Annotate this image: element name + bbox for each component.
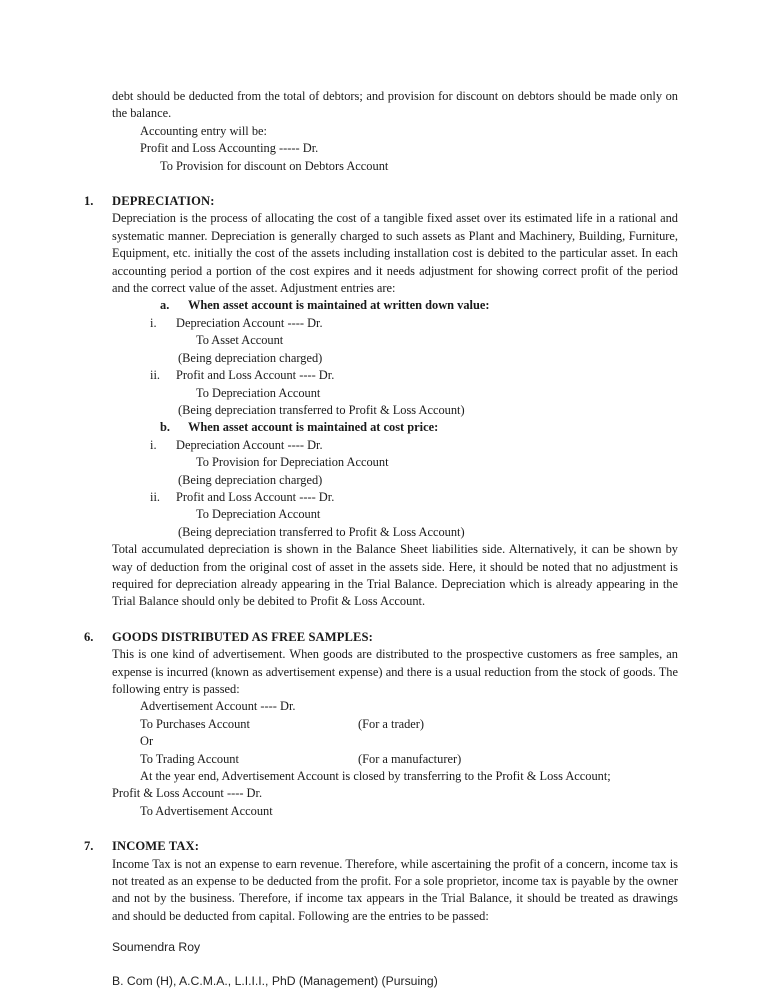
entry-numeral: ii. bbox=[150, 489, 160, 504]
entry-row bbox=[112, 367, 678, 384]
depreciation-closing-paragraph: Total accumulated depreciation is shown in the Balance Sheet liabilities side. Alternatively, it can be shown by way of deduction from the original cost of asset in the assets side. Here, it should be noted that no adjustment is required for depreciation already appearing in the Trial Balance. Depreciation which is already appearing in the Trial Balance should only be debited to Profit & Loss Account. bbox=[112, 542, 678, 609]
section-number: 6. bbox=[84, 629, 94, 644]
subsection-heading-b bbox=[112, 419, 678, 436]
section-number: 1. bbox=[84, 194, 94, 209]
depreciation-body-block bbox=[112, 210, 678, 610]
intro-block bbox=[112, 88, 678, 175]
entry-debit-line: Depreciation Account ---- Dr. bbox=[176, 315, 323, 330]
entry-credit-line: To Asset Account bbox=[196, 333, 284, 348]
entry-row bbox=[112, 489, 678, 506]
entry-debit-line: Profit and Loss Account ---- Dr. bbox=[176, 368, 335, 383]
free-samples-note-manufacturer: (For a manufacturer) bbox=[358, 751, 462, 766]
entry-row bbox=[112, 437, 678, 454]
subsection-title: When asset account is maintained at cost price: bbox=[188, 420, 439, 435]
section-title: DEPRECIATION: bbox=[112, 194, 215, 209]
spacer bbox=[84, 820, 678, 838]
free-samples-credit-manufacturer: To Trading Account bbox=[140, 751, 239, 766]
entry-debit-line: Profit and Loss Account ---- Dr. bbox=[176, 489, 335, 504]
entry-credit-line: To Provision for Depreciation Account bbox=[196, 455, 389, 470]
income-tax-body-block bbox=[112, 856, 678, 926]
section-title: GOODS DISTRIBUTED AS FREE SAMPLES: bbox=[112, 629, 373, 644]
free-samples-manufacturer-row bbox=[112, 751, 678, 768]
intro-entry-credit: To Provision for discount on Debtors Account bbox=[160, 158, 389, 173]
intro-entry-lead: Accounting entry will be: bbox=[140, 123, 267, 138]
subsection-letter: a. bbox=[160, 298, 170, 313]
entry-numeral: i. bbox=[150, 315, 157, 330]
entry-numeral: i. bbox=[150, 437, 157, 452]
depreciation-paragraph: Depreciation is the process of allocating the cost of a tangible fixed asset over its estimated life in a rational and systematic manner. Depreciation is generally charged to such assets as Plant and Machinery, Building, Furniture, Equipment, etc. initially the cost of the assets including installation cost is debited to the particular asset. In each accounting period a portion of the cost expires and it needs adjustment for showing correct profit of the period and the correct value of the asset. Adjustment entries are: bbox=[112, 211, 678, 296]
free-samples-note-trader: (For a trader) bbox=[358, 716, 425, 731]
entry-credit-line: To Depreciation Account bbox=[196, 507, 321, 522]
subsection-letter: b. bbox=[160, 420, 170, 435]
entry-note-line: (Being depreciation transferred to Profit & Loss Account) bbox=[178, 524, 465, 539]
spacer bbox=[84, 175, 678, 193]
income-tax-paragraph: Income Tax is not an expense to earn revenue. Therefore, while ascertaining the profit of a concern, income tax is not treated as an expense to be deducted from the profit. For a sole proprietor, income tax is payable by the owner and not by the business. Therefore, if income tax appears in the Trial Balance, it should be treated as drawings and should be deducted from capital. Following are the entries to be passed: bbox=[112, 856, 678, 923]
entry-numeral: ii. bbox=[150, 368, 160, 383]
entry-note-line: (Being depreciation charged) bbox=[178, 350, 323, 365]
subsection-heading-a bbox=[112, 297, 678, 314]
entry-row bbox=[112, 315, 678, 332]
spacer bbox=[84, 611, 678, 629]
entry-debit-line: Depreciation Account ---- Dr. bbox=[176, 437, 323, 452]
free-samples-or-line: Or bbox=[140, 734, 154, 749]
author-credentials: B. Com (H), A.C.M.A., L.I.I.I., PhD (Management) (Pursuing) bbox=[112, 974, 438, 989]
intro-paragraph: debt should be deducted from the total of debtors; and provision for discount on debtors should be made only on the balance. bbox=[112, 89, 678, 121]
section-number: 7. bbox=[84, 839, 94, 854]
section-title: INCOME TAX: bbox=[112, 839, 200, 854]
free-samples-paragraph: This is one kind of advertisement. When goods are distributed to the prospective customers as free samples, an expense is incurred (known as advertisement expense) and there is a usual reduction from the stock of goods. The following entry is passed: bbox=[112, 647, 678, 696]
entry-note-line: (Being depreciation charged) bbox=[178, 472, 323, 487]
free-samples-trader-row bbox=[112, 716, 678, 733]
free-samples-closing-debit: Profit & Loss Account ---- Dr. bbox=[112, 786, 263, 801]
document-content bbox=[84, 88, 678, 990]
free-samples-closing-credit: To Advertisement Account bbox=[140, 803, 273, 818]
intro-entry-debit: Profit and Loss Accounting ----- Dr. bbox=[140, 141, 319, 156]
section-heading-free-samples bbox=[84, 629, 678, 646]
entry-note-line: (Being depreciation transferred to Profit & Loss Account) bbox=[178, 402, 465, 417]
free-samples-year-end-line: At the year end, Advertisement Account is closed by transferring to the Profit & Loss Account; bbox=[140, 769, 611, 784]
signature-block bbox=[112, 939, 678, 990]
section-heading-income-tax bbox=[84, 838, 678, 855]
section-heading-depreciation bbox=[84, 193, 678, 210]
author-name: Soumendra Roy bbox=[112, 940, 201, 955]
free-samples-credit-trader: To Purchases Account bbox=[140, 716, 250, 731]
entry-credit-line: To Depreciation Account bbox=[196, 385, 321, 400]
subsection-title: When asset account is maintained at written down value: bbox=[188, 298, 490, 313]
free-samples-body-block bbox=[112, 646, 678, 820]
free-samples-debit-line: Advertisement Account ---- Dr. bbox=[140, 699, 296, 714]
